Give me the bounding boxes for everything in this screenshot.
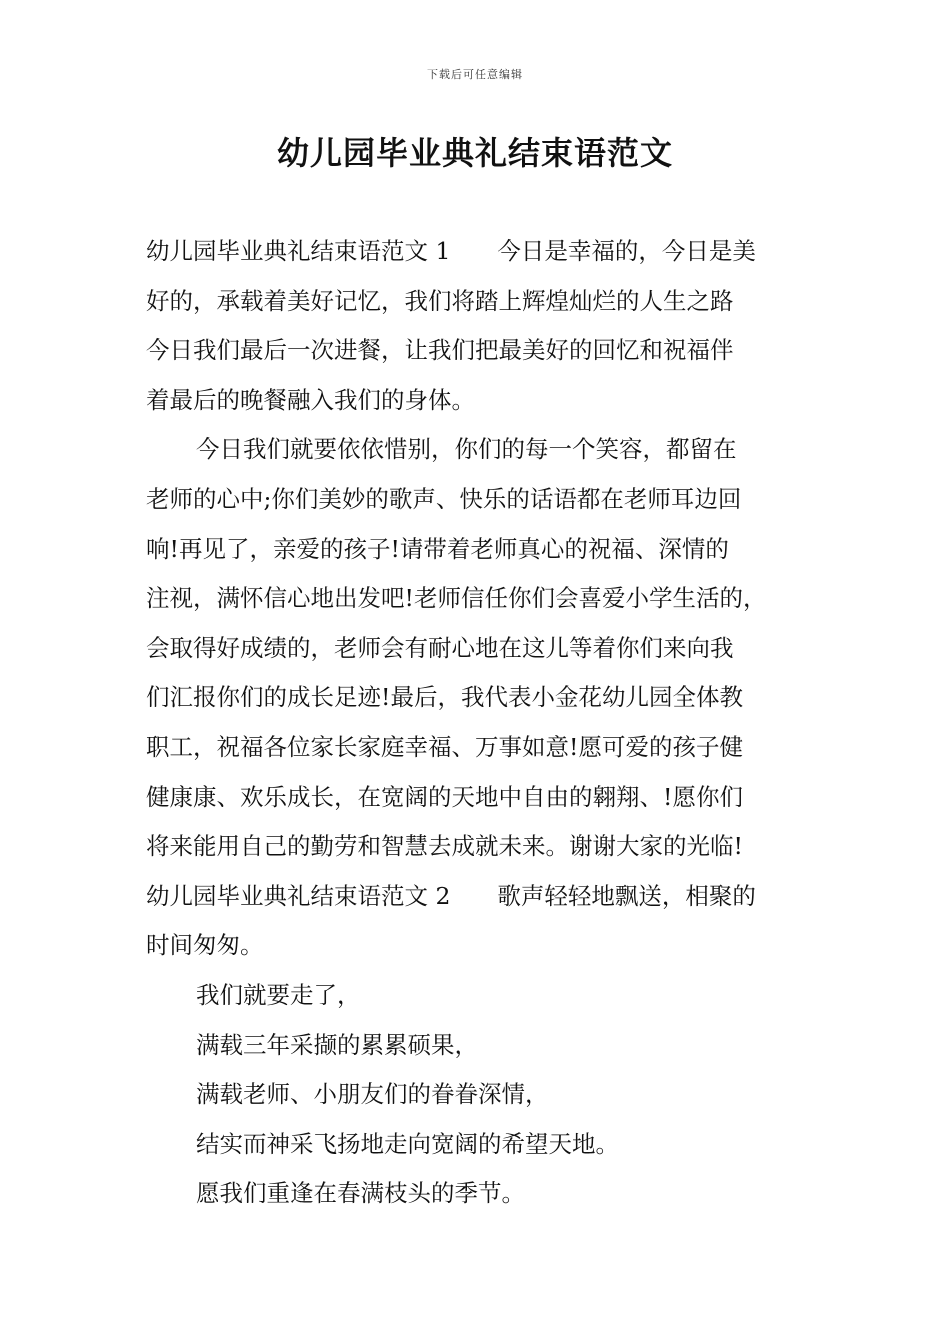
document-title: 幼儿园毕业典礼结束语范文 [276, 134, 673, 172]
body-line: 幼儿园毕业典礼结束语范文 2 歌声轻轻地飘送，相聚的 [146, 881, 756, 910]
body-line: 幼儿园毕业典礼结束语范文 1 今日是幸福的，今日是美 [146, 237, 756, 265]
body-line: 会取得好成绩的，老师会有耐心地在这儿等着你们来向我 [146, 633, 734, 662]
body-line: 注视，满怀信心地出发吧!老师信任你们会喜爱小学生活的， [146, 584, 767, 613]
document-body [146, 227, 826, 1219]
body-line: 结实而神采飞扬地走向宽阔的希望天地。 [196, 1129, 619, 1158]
body-line: 响!再见了，亲爱的孩子!请带着老师真心的祝福、深情的 [146, 534, 729, 563]
body-line: 今日我们最后一次进餐，让我们把最美好的回忆和祝福伴 [146, 336, 734, 365]
body-line: 满载三年采撷的累累硕果， [196, 1030, 478, 1059]
page-header-note: 下载后可任意编辑 [427, 68, 523, 81]
body-line: 愿我们重逢在春满枝头的季节。 [196, 1179, 525, 1208]
body-line: 满载老师、小朋友们的眷眷深情， [196, 1080, 549, 1109]
body-line: 将来能用自己的勤劳和智慧去成就未来。谢谢大家的光临! [146, 832, 743, 861]
body-line: 老师的心中;你们美妙的歌声、快乐的话语都在老师耳边回 [146, 484, 742, 513]
body-line: 好的，承载着美好记忆，我们将踏上辉煌灿烂的人生之路 [146, 286, 734, 315]
body-line: 我们就要走了， [196, 980, 361, 1009]
body-line: 们汇报你们的成长足迹!最后，我代表小金花幼儿园全体教 [146, 683, 743, 712]
body-line: 着最后的晚餐融入我们的身体。 [146, 385, 475, 414]
body-line: 今日我们就要依依惜别，你们的每一个笑容，都留在 [196, 435, 737, 464]
body-line: 职工，祝福各位家长家庭幸福、万事如意!愿可爱的孩子健 [146, 732, 743, 761]
body-line: 时间匆匆。 [146, 931, 264, 960]
body-line: 健康康、欢乐成长，在宽阔的天地中自由的翱翔、!愿你们 [146, 782, 743, 811]
